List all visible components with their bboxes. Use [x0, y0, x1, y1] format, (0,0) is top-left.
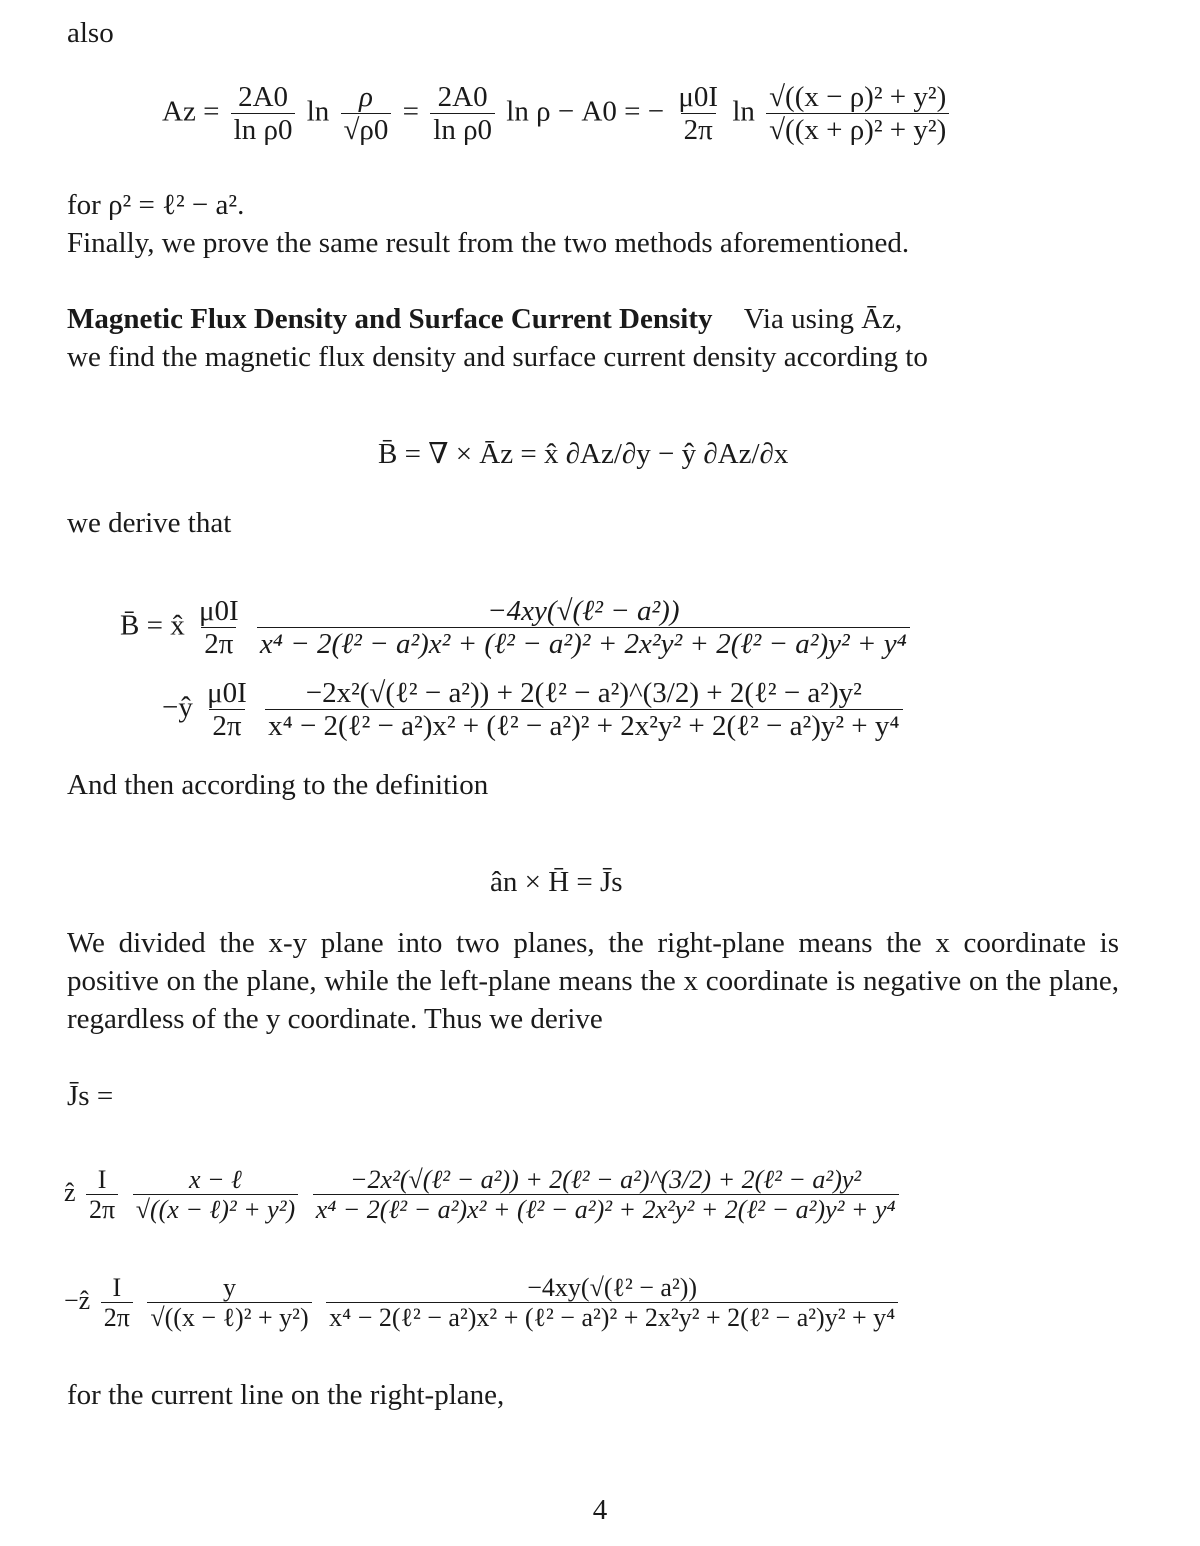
- js-frac-1a: [133, 1166, 299, 1224]
- page-number: 4: [592, 1494, 608, 1526]
- b-coef-1-num: μ0I: [198, 595, 239, 627]
- az-frac-1-den: ln ρ0: [231, 113, 296, 145]
- text-for-rho: for ρ² = ℓ² − a².: [67, 189, 245, 221]
- equation-az: [162, 82, 953, 146]
- js-coef-2-num: I: [112, 1273, 122, 1302]
- js-frac-1a-num: x − ℓ: [188, 1165, 242, 1194]
- text-and-then: And then according to the definition: [67, 769, 489, 801]
- az-frac-4-num: μ0I: [678, 81, 719, 113]
- js-frac-1b: [313, 1166, 899, 1224]
- az-mid: ln ρ − A0 = −: [506, 95, 665, 128]
- az-ln-1: ln: [306, 95, 330, 128]
- az-frac-5-den: √((x + ρ)² + y²): [766, 113, 949, 145]
- js-coef-2: [101, 1274, 133, 1332]
- az-frac-3-num: 2A0: [437, 81, 488, 113]
- text-derive: we derive that: [67, 507, 232, 539]
- az-frac-2: [341, 82, 392, 146]
- equation-b-line-2: [162, 678, 907, 742]
- section-body-2: we find the magnetic flux density and surface current density according to: [67, 341, 928, 373]
- az-frac-5-num: √((x − ρ)² + y²): [769, 81, 947, 113]
- js-frac-1a-den: √((x − ℓ)² + y²): [133, 1194, 299, 1223]
- az-lhs: Az =: [162, 95, 220, 128]
- js-frac-1b-num: −2x²(√(ℓ² − a²)) + 2(ℓ² − a²)^(3/2) + 2(ℓ² − a²)y²: [349, 1165, 862, 1194]
- az-eq-2: =: [402, 95, 420, 128]
- az-frac-2-num: ρ: [359, 81, 373, 113]
- js-frac-1b-den: x⁴ − 2(ℓ² − a²)x² + (ℓ² − a²)² + 2x²y² + 2(ℓ² − a²)y² + y⁴: [313, 1194, 899, 1223]
- text-finally: Finally, we prove the same result from the two methods aforementioned.: [67, 227, 910, 259]
- js-frac-2b: [326, 1274, 898, 1332]
- b-coef-2-num: μ0I: [207, 677, 247, 709]
- js-frac-2a: [147, 1274, 311, 1332]
- js-frac-2b-den: x⁴ − 2(ℓ² − a²)x² + (ℓ² − a²)² + 2x²y² + 2(ℓ² − a²)y² + y⁴: [326, 1302, 898, 1331]
- b-frac-1: [257, 596, 910, 660]
- js-z-2: −ẑ: [64, 1285, 91, 1315]
- az-frac-4: [675, 82, 721, 146]
- js-coef-2-den: 2π: [101, 1302, 133, 1331]
- equation-curl: B̄ = ∇ × Āz = x̂ ∂Az/∂y − ŷ ∂Az/∂x: [378, 438, 789, 470]
- js-frac-2a-num: y: [222, 1273, 236, 1302]
- js-coef-1-den: 2π: [86, 1194, 118, 1223]
- b-lhs: B̄ = x̂: [120, 609, 185, 642]
- az-frac-5: [766, 82, 949, 146]
- text-also: also: [67, 17, 114, 49]
- equation-js-lhs: J̄s =: [67, 1080, 114, 1112]
- equation-b-line-1: [120, 596, 914, 660]
- b-coef-2-den: 2π: [209, 709, 244, 741]
- b-lhs-2: −ŷ: [162, 691, 193, 724]
- az-frac-1: [231, 82, 296, 146]
- equation-an-h: ân × H̄ = J̄s: [490, 866, 623, 898]
- az-frac-4-den: 2π: [681, 113, 716, 145]
- b-frac-2-num: −2x²(√(ℓ² − a²)) + 2(ℓ² − a²)^(3/2) + 2(ℓ² − a²)y²: [305, 677, 862, 709]
- az-frac-3: [430, 82, 495, 146]
- text-divided: We divided the x-y plane into two planes, the right-plane means the x coordinate is positive on the plane, while the left-plane means the x coordinate is negative on the plane, regardless of the y coordinate. Thus we derive: [67, 927, 1119, 1035]
- b-coef-1-den: 2π: [201, 627, 236, 659]
- b-frac-1-den: x⁴ − 2(ℓ² − a²)x² + (ℓ² − a²)² + 2x²y² + 2(ℓ² − a²)y² + y⁴: [257, 627, 910, 659]
- js-frac-2b-num: −4xy(√(ℓ² − a²)): [527, 1273, 698, 1302]
- az-frac-3-den: ln ρ0: [430, 113, 495, 145]
- js-frac-2a-den: √((x − ℓ)² + y²): [147, 1302, 311, 1331]
- az-frac-2-den: √ρ0: [341, 113, 392, 145]
- section-body-1: Via using Āz,: [743, 303, 903, 335]
- az-ln-2: ln: [732, 95, 755, 128]
- section-paragraph: [67, 300, 1127, 338]
- az-frac-1-num: 2A0: [238, 81, 289, 113]
- section-heading: Magnetic Flux Density and Surface Current Density: [67, 303, 713, 335]
- equation-js-line-1: [64, 1166, 903, 1224]
- js-coef-1-num: I: [97, 1165, 107, 1194]
- js-coef-1: [86, 1166, 118, 1224]
- js-z-1: ẑ: [64, 1177, 76, 1207]
- b-coef-1: [196, 596, 242, 660]
- b-coef-2: [204, 678, 250, 742]
- b-frac-2-den: x⁴ − 2(ℓ² − a²)x² + (ℓ² − a²)² + 2x²y² + 2(ℓ² − a²)y² + y⁴: [265, 709, 902, 741]
- equation-js-line-2: [64, 1274, 902, 1332]
- b-frac-2: [265, 678, 902, 742]
- b-frac-1-num: −4xy(√(ℓ² − a²)): [487, 595, 680, 627]
- text-for-current: for the current line on the right-plane,: [67, 1379, 505, 1411]
